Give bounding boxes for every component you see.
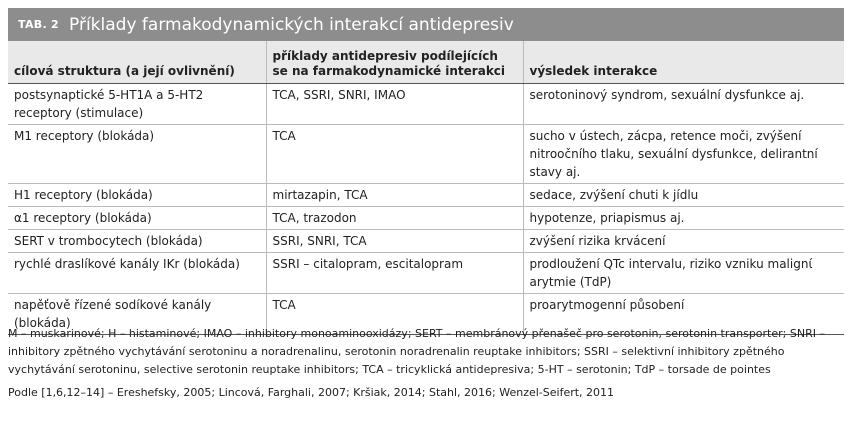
cell-target: α1 receptory (blokáda) [8, 207, 266, 230]
header-antidepressants: příklady antidepresiv podílejících se na farmakodynamické interakci [266, 41, 523, 84]
table-row [8, 207, 844, 230]
header-interaction-result: výsledek interakce [523, 41, 844, 84]
cell-target: SERT v trombocytech (blokáda) [8, 230, 266, 253]
table-header-row [8, 41, 844, 84]
cell-target: rychlé draslíkové kanály IKr (blokáda) [8, 253, 266, 294]
abbreviations-footnote: M – muskarinové; H – histaminové; IMAO – inhibitory monoaminooxidázy; SERT – membránový přenašeč pro serotonin, serotonin transporter; SNRI – inhibitory zpětného vychytávání serotoninu a noradrenalinu, serotonin noradrenalin reuptake inhibitors; SSRI – selektivní inhibitory zpětného vychytávání serotoninu, selective serotonin reuptake inhibitors; TCA – tricyklická antidepresiva; 5-HT – serotonin; TdP – torsade de pointes [8, 327, 825, 376]
cell-drugs: TCA [266, 294, 523, 335]
header-target-structure: cílová struktura (a její ovlivnění) [8, 41, 266, 84]
cell-drugs: SSRI – citalopram, escitalopram [266, 253, 523, 294]
sources-note: Podle [1,6,12–14] – Ereshefsky, 2005; Lincová, Farghali, 2007; Kršiak, 2014; Stahl, 2016; Wenzel-Seifert, 2011 [8, 386, 615, 399]
table-row [8, 253, 844, 294]
cell-result: proarytmogenní působení [523, 294, 844, 335]
cell-target: H1 receptory (blokáda) [8, 184, 266, 207]
cell-drugs: SSRI, SNRI, TCA [266, 230, 523, 253]
interaction-table-container [8, 41, 844, 335]
cell-result: sucho v ústech, zácpa, retence moči, zvýšení nitroočního tlaku, sexuální dysfunkce, delirantní stavy aj. [523, 125, 844, 184]
cell-drugs: TCA [266, 125, 523, 184]
table-row [8, 230, 844, 253]
interaction-table [8, 41, 844, 335]
cell-result: prodloužení QTc intervalu, riziko vzniku malignί arytmie (TdP) [523, 253, 844, 294]
cell-target: postsynaptické 5-HT1A a 5-HT2 receptory (stimulace) [8, 84, 266, 125]
table-row [8, 84, 844, 125]
table-row [8, 125, 844, 184]
cell-drugs: TCA, trazodon [266, 207, 523, 230]
cell-target: napěťově řízené sodíkové kanály (blokáda) [8, 294, 266, 335]
table-row [8, 184, 844, 207]
cell-result: zvýšení rizika krvácení [523, 230, 844, 253]
cell-result: hypotenze, priapismus aj. [523, 207, 844, 230]
cell-result: sedace, zvýšení chuti k jídlu [523, 184, 844, 207]
table-title-bar [8, 8, 844, 41]
cell-result: serotoninový syndrom, sexuální dysfunkce aj. [523, 84, 844, 125]
cell-target: M1 receptory (blokáda) [8, 125, 266, 184]
table-title: Příklady farmakodynamických interakcí antidepresiv [69, 14, 514, 35]
cell-drugs: TCA, SSRI, SNRI, IMAO [266, 84, 523, 125]
cell-drugs: mirtazapin, TCA [266, 184, 523, 207]
table-number-label: TAB. 2 [18, 18, 60, 31]
